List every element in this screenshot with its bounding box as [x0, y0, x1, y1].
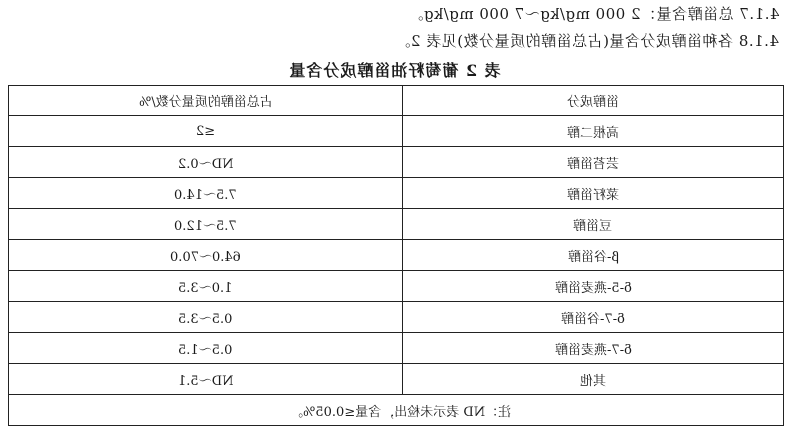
table-row	[9, 147, 784, 178]
component-cell: δ-7-燕麦甾醇	[403, 333, 784, 364]
table-row	[9, 116, 784, 147]
component-cell: 菜籽甾醇	[403, 178, 784, 209]
header-component: 甾醇成分	[403, 86, 784, 116]
table-header-row	[9, 86, 784, 116]
table-row	[9, 364, 784, 395]
fraction-cell: ND～0.2	[9, 147, 403, 178]
table-row	[9, 240, 784, 271]
clause-sterol-composition: 4.1.8 各种甾醇成分含量(占总甾醇的质量分数)见表 2。	[395, 32, 779, 50]
component-cell: 其他	[403, 364, 784, 395]
fraction-cell: ≤2	[9, 116, 403, 147]
table-row	[9, 302, 784, 333]
fraction-cell: 7.5～14.0	[9, 178, 403, 209]
sterol-composition-table	[8, 85, 784, 426]
clause-total-sterol: 4.1.7 总甾醇含量：2 000 mg/kg～7 000 mg/kg。	[407, 5, 779, 23]
table-note-row	[9, 395, 784, 426]
fraction-cell: 1.0～3.5	[9, 271, 403, 302]
fraction-cell: 64.0～70.0	[9, 240, 403, 271]
fraction-cell: 0.5～1.5	[9, 333, 403, 364]
component-cell: δ-5-燕麦甾醇	[403, 271, 784, 302]
table-row	[9, 178, 784, 209]
component-cell: 豆甾醇	[403, 209, 784, 240]
table-row	[9, 271, 784, 302]
component-cell: 高根二醇	[403, 116, 784, 147]
header-fraction: 占总甾醇的质量分数/%	[9, 86, 403, 116]
table-row	[9, 209, 784, 240]
component-cell: β-谷甾醇	[403, 240, 784, 271]
component-cell: 芸苔甾醇	[403, 147, 784, 178]
table-title: 表 2 葡萄籽油甾醇成分含量	[288, 61, 501, 80]
table-row	[9, 333, 784, 364]
fraction-cell: ND～5.1	[9, 364, 403, 395]
component-cell: δ-7-谷甾醇	[403, 302, 784, 333]
table-note: 注：ND 表示未检出，含量≤0.05%。	[9, 395, 784, 426]
fraction-cell: 0.5～3.5	[9, 302, 403, 333]
fraction-cell: 7.5～12.0	[9, 209, 403, 240]
